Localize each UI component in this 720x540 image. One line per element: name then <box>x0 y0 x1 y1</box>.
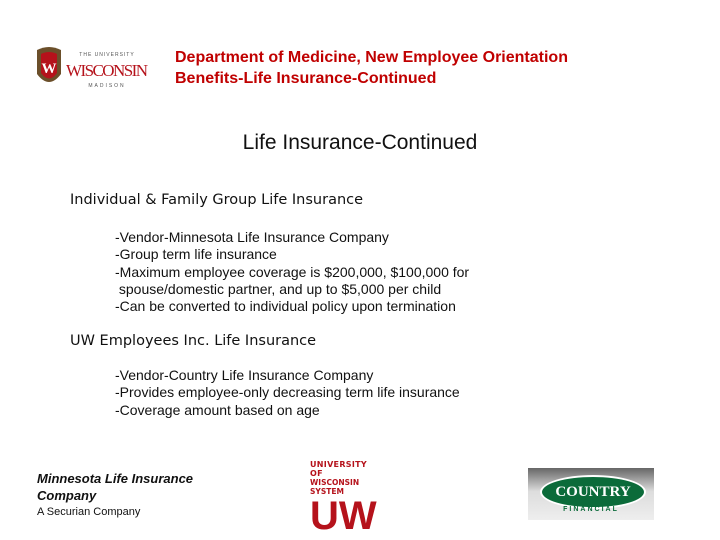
header-line1: Department of Medicine, New Employee Orientation <box>175 49 568 66</box>
minnesota-line2: Company <box>37 488 97 503</box>
section-lines <box>115 229 469 315</box>
svg-text:WISCONSIN: WISCONSIN <box>66 61 148 80</box>
list-item: -Coverage amount based on age <box>115 401 320 418</box>
list-item: spouse/domestic partner, and up to $5,000 per child <box>115 280 442 297</box>
uw-system-line1: UNIVERSITY OF <box>310 460 367 478</box>
country-main: COUNTRY <box>540 475 646 509</box>
country-financial-logo <box>528 468 654 520</box>
header-line2: Benefits-Life Insurance-Continued <box>175 70 437 87</box>
page-title: Life Insurance-Continued <box>242 131 478 154</box>
header <box>175 47 568 89</box>
svg-text:MADISON: MADISON <box>88 83 126 89</box>
list-item: -Vendor-Minnesota Life Insurance Company <box>115 229 389 245</box>
svg-text:THE UNIVERSITY: THE UNIVERSITY <box>79 52 135 58</box>
uw-madison-logo <box>35 46 150 90</box>
minnesota-line1: Minnesota Life Insurance <box>37 471 194 486</box>
uw-system-logo <box>310 460 382 536</box>
minnesota-life-logo <box>37 470 193 521</box>
uw-mark: UW <box>310 494 377 538</box>
crest-icon <box>35 46 150 90</box>
list-item: -Vendor-Country Life Insurance Company <box>115 367 374 383</box>
section-lines <box>115 367 460 419</box>
svg-text:W: W <box>41 61 57 77</box>
section-heading: UW Employees Inc. Life Insurance <box>70 333 317 349</box>
list-item: -Can be converted to individual policy upon termination <box>115 298 456 315</box>
country-sub: FINANCIAL <box>563 506 619 513</box>
list-item: -Maximum employee coverage is $200,000, $100,000 for <box>115 263 470 280</box>
list-item: -Group term life insurance <box>115 246 277 263</box>
list-item: -Provides employee-only decreasing term life insurance <box>115 384 460 401</box>
uw-system-line2: WISCONSIN SYSTEM <box>310 478 360 496</box>
minnesota-sub: A Securian Company <box>37 506 141 518</box>
section-heading: Individual & Family Group Life Insurance <box>70 192 364 208</box>
